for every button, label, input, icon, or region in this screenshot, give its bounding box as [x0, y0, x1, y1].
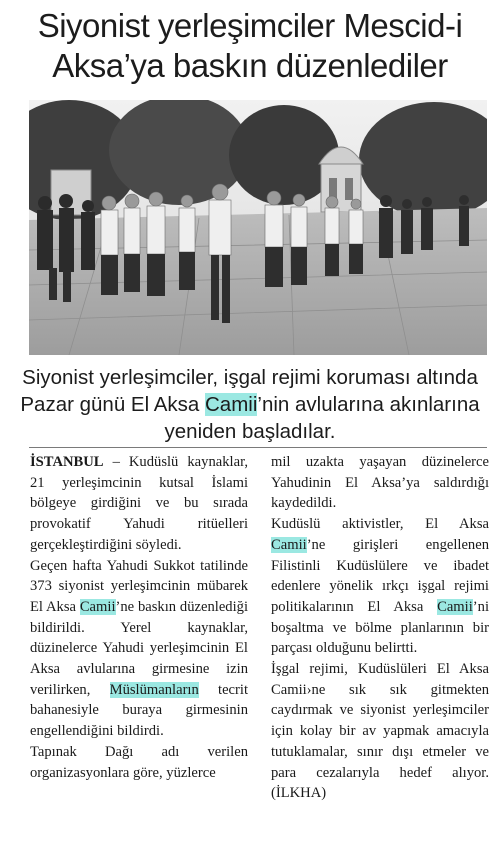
- headline-line-1: Siyonist yerleşimciler Mescid-i: [37, 7, 463, 44]
- deck-text-1: Siyonist yerleşimciler, işgal rejimi koruması altında Pazar günü El Aksa: [20, 366, 478, 416]
- right-p2-text-b: ’ne girişleri engellenen Filistinli Kudüslülere ve ibadet edenlere yönelik ırkçı işgal rejimi politikalarının El Aksa: [271, 536, 489, 615]
- left-p2-text-a: Geçen hafta Yahudi Sukkot tatilinde 373 siyonist yerleşimcinin mübarek El Aksa: [30, 557, 248, 615]
- deck-highlight: Camii: [205, 393, 258, 416]
- left-p1-text: – Kudüslü kaynaklar, 21 yerleşimcinin kutsal İslami bölgeye girdiğini ve bu sırada provokatif Yahudi ritüelleri gerçekleştirdiğini söyledi.: [30, 454, 248, 553]
- right-paragraph-2: [271, 514, 489, 659]
- deck-text-2: ’nin avlularına akınlarına yeniden başladılar.: [164, 393, 480, 443]
- dateline: İSTANBUL: [30, 454, 104, 470]
- right-p2-highlight-1: Camii: [271, 536, 307, 553]
- article-photo: [29, 100, 487, 355]
- right-p2-highlight-2: Camii: [437, 598, 473, 615]
- right-paragraph-1: mil uzakta yaşayan düzinelerce Yahudinin El Aksa’ya saldırdığı kaydedildi.: [271, 454, 489, 512]
- right-p2-text-c: ’ni boşaltma ve bölme planlarının bir parçası olduğunu belirtti.: [271, 598, 489, 657]
- right-p2-text-a: Kudüslü aktivistler, El Aksa: [271, 516, 489, 533]
- left-paragraph-3: Tapınak Dağı adı verilen organizasyonlara göre, yüzlerce: [30, 743, 248, 781]
- left-p2-text-c: tecrit bahanesiyle buraya girmesinin engellendiğini bildirdi.: [30, 681, 248, 740]
- left-p2-highlight-2: Müslümanların: [109, 681, 199, 698]
- left-column: [30, 452, 248, 783]
- left-paragraph-2: [30, 556, 248, 742]
- article-deck: [15, 364, 485, 445]
- left-p2-text-b: ’ne baskın düzenlediği bildirildi. Yerel kaynaklar, düzinelerce Yahudi yerleşimcinin El Aksa avlularına girmesine izin verilirken,: [30, 598, 248, 698]
- right-column: [271, 452, 489, 804]
- right-paragraph-3: İşgal rejimi, Kudüslüleri El Aksa Camii›ne sık sık gitmekten caydırmak ve siyonist yerleşimciler için kolay bir av yapmak amacıyla tutuklamalar, sınır dışı etmeler ve para cezalarıyla hedef alıyor. (İLKHA): [271, 661, 489, 802]
- headline: [0, 6, 500, 86]
- left-p2-highlight-1: Camii: [79, 598, 116, 615]
- left-paragraph-1: [30, 452, 248, 556]
- section-divider: [29, 447, 487, 448]
- headline-line-2: Aksa’ya baskın düzenlediler: [52, 47, 448, 84]
